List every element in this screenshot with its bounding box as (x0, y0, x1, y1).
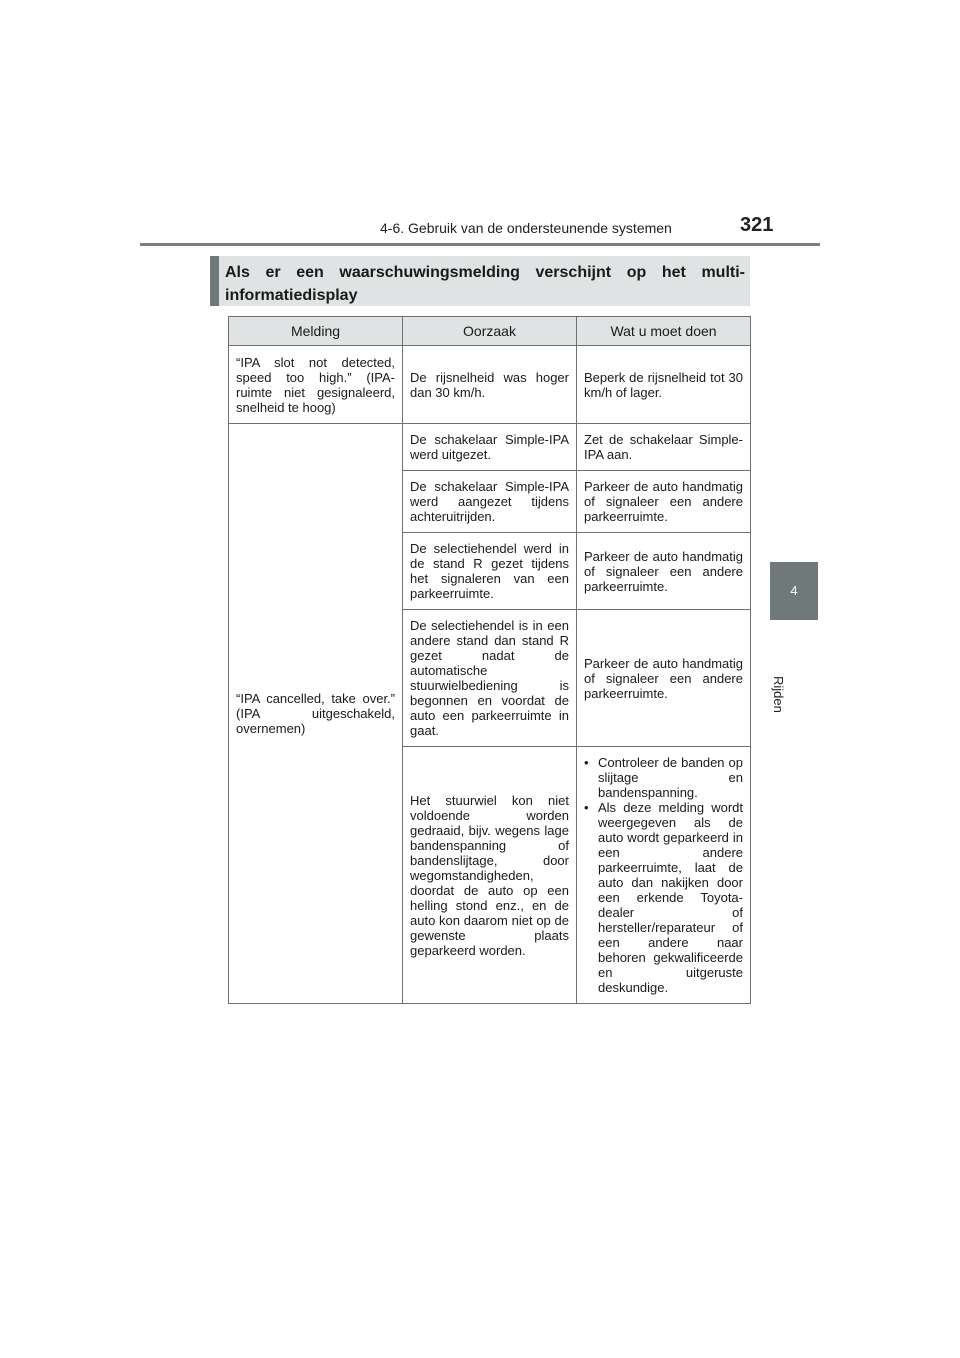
page-header (0, 0, 960, 260)
chapter-tab-label-text: Rijden (771, 676, 786, 713)
column-header-actie: Wat u moet doen (577, 317, 751, 346)
section-heading-bar (210, 256, 219, 306)
cell-actie (577, 747, 751, 1004)
cell-actie: Zet de schakelaar Simple-IPA aan. (577, 424, 751, 471)
cell-actie: Parkeer de auto handmatig of signaleer een andere parkeerruimte. (577, 610, 751, 747)
actie-bullet-list (584, 755, 743, 995)
section-title: Als er een waarschuwingsmelding verschijnt op het multi-informatiedisplay (225, 264, 745, 304)
list-item (584, 800, 743, 995)
chapter-tab-label (770, 628, 818, 713)
cell-oorzaak: Het stuurwiel kon niet voldoende worden gedraaid, bijv. wegens lage bandenspanning of bandenslijtage, door wegomstandigheden, doordat de auto op een helling stond enz., en de auto kon daarom niet op de gewenste plaats geparkeerd worden. (403, 747, 577, 1004)
cell-oorzaak: De schakelaar Simple-IPA werd uitgezet. (403, 424, 577, 471)
cell-oorzaak: De selectiehendel is in een andere stand dan stand R gezet nadat de automatische stuurwielbediening is begonnen en voordat de auto een parkeerruimte in gaat. (403, 610, 577, 747)
cell-oorzaak: De rijsnelheid was hoger dan 30 km/h. (403, 346, 577, 424)
bullet-icon: • (584, 800, 589, 815)
cell-melding: “IPA slot not detected, speed too high.” (IPA-ruimte niet gesignaleerd, snelheid te hoog) (229, 346, 403, 424)
cell-actie: Parkeer de auto handmatig of signaleer een andere parkeerruimte. (577, 533, 751, 610)
table-header-row (229, 317, 751, 346)
column-header-oorzaak: Oorzaak (403, 317, 577, 346)
cell-melding: “IPA cancelled, take over.” (IPA uitgeschakeld, overnemen) (229, 424, 403, 1004)
cell-actie: Beperk de rijsnelheid tot 30 km/h of lager. (577, 346, 751, 424)
header-rule (140, 243, 820, 246)
column-header-melding: Melding (229, 317, 403, 346)
chapter-tab-number: 4 (770, 562, 818, 620)
running-header: 4-6. Gebruik van de ondersteunende systemen (380, 220, 672, 236)
list-item (584, 755, 743, 800)
cell-oorzaak: De schakelaar Simple-IPA werd aangezet tijdens achteruitrijden. (403, 471, 577, 533)
page-number: 321 (740, 214, 774, 236)
section-heading (210, 256, 750, 306)
bullet-text: Als deze melding wordt weergegeven als de auto wordt geparkeerd in een andere parkeerruimte, laat de auto dan nakijken door een erkende Toyota-dealer of hersteller/reparateur of een andere naar behoren gekwalificeerde en uitgeruste deskundige. (598, 800, 743, 995)
bullet-text: Controleer de banden op slijtage en bandenspanning. (598, 755, 743, 800)
cell-oorzaak: De selectiehendel werd in de stand R gezet tijdens het signaleren van een parkeerruimte. (403, 533, 577, 610)
table-row (229, 346, 751, 424)
bullet-icon: • (584, 755, 589, 770)
table-row (229, 424, 751, 471)
cell-actie: Parkeer de auto handmatig of signaleer een andere parkeerruimte. (577, 471, 751, 533)
warning-messages-table (228, 316, 751, 1004)
